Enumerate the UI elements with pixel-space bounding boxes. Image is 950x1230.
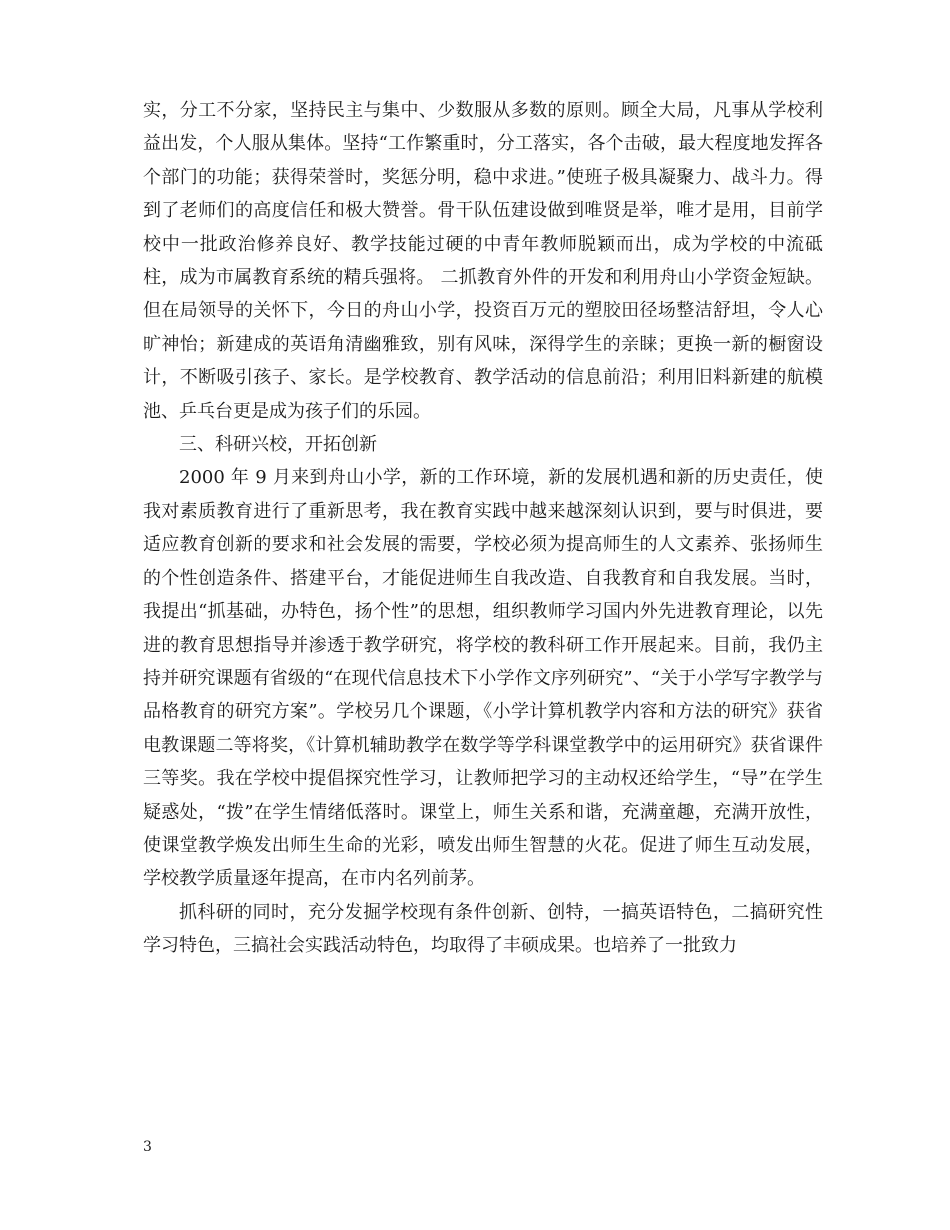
paragraph: 2000 年 9 月来到舟山小学，新的工作环境，新的发展机遇和新的历史责任，使我对素质教育进行了重新思考，我在教育实践中越来越深刻认识到，要与时俱进，要适应教育创新的要求和社会发展的需要，学校必须为提高师生的人文素养、张扬师生的个性创造条件、搭建平台，才能促进师生自我改造、自我教育和自我发展。当时，我提出“抓基础，办特色，扬个性”的思想，组织教师学习国内外先进教育理论，以先进的教育思想指导并渗透于教学研究，将学校的教科研工作开展起来。目前，我仍主持并研究课题有省级的“在现代信息技术下小学作文序列研究”、“关于小学写字教学与品格教育的研究方案”。学校另几个课题，《小学计算机教学内容和方法的研究》获省电教课题二等将奖，《计算机辅助教学在数学等学科课堂教学中的运用研究》获省课件三等奖。我在学校中提倡探究性学习，让教师把学习的主动权还给学生，“导”在学生疑惑处，“拨”在学生情绪低落时。课堂上，师生关系和谐，充满童趣，充满开放性，使课堂教学焕发出师生生命的光彩，喷发出师生智慧的火花。促进了师生互动发展，学校教学质量逐年提高，在市内名列前茅。 bbox=[143, 467, 823, 890]
page-number: 3 bbox=[143, 1139, 152, 1155]
paragraph: 抓科研的同时，充分发掘学校现有条件创新、创特，一搞英语特色，二搞研究性学习特色，三搞社会实践活动特色，均取得了丰硕成果。也培养了一批致力 bbox=[143, 901, 823, 957]
section-heading: 三、科研兴校，开拓创新 bbox=[179, 434, 377, 456]
body-text bbox=[143, 94, 823, 963]
paragraph-continued: 实，分工不分家，坚持民主与集中、少数服从多数的原则。顾全大局，凡事从学校利益出发，个人服从集体。坚持“工作繁重时，分工落实，各个击破，最大程度地发挥各个部门的功能；获得荣誉时，奖惩分明，稳中求进。”使班子极具凝聚力、战斗力。得到了老师们的高度信任和极大赞誉。骨干队伍建设做到唯贤是举，唯才是用，目前学校中一批政治修养良好、教学技能过硬的中青年教师脱颖而出，成为学校的中流砥柱，成为市属教育系统的精兵强将。 二抓教育外件的开发和利用舟山小学资金短缺。但在局领导的关怀下，今日的舟山小学，投资百万元的塑胶田径场整洁舒坦，令人心旷神怡；新建成的英语角清幽雅致，别有风味，深得学生的亲睐；更换一新的橱窗设计，不断吸引孩子、家长。是学校教育、教学活动的信息前沿；利用旧料新建的航模池、乒乓台更是成为孩子们的乐园。 bbox=[143, 100, 823, 422]
